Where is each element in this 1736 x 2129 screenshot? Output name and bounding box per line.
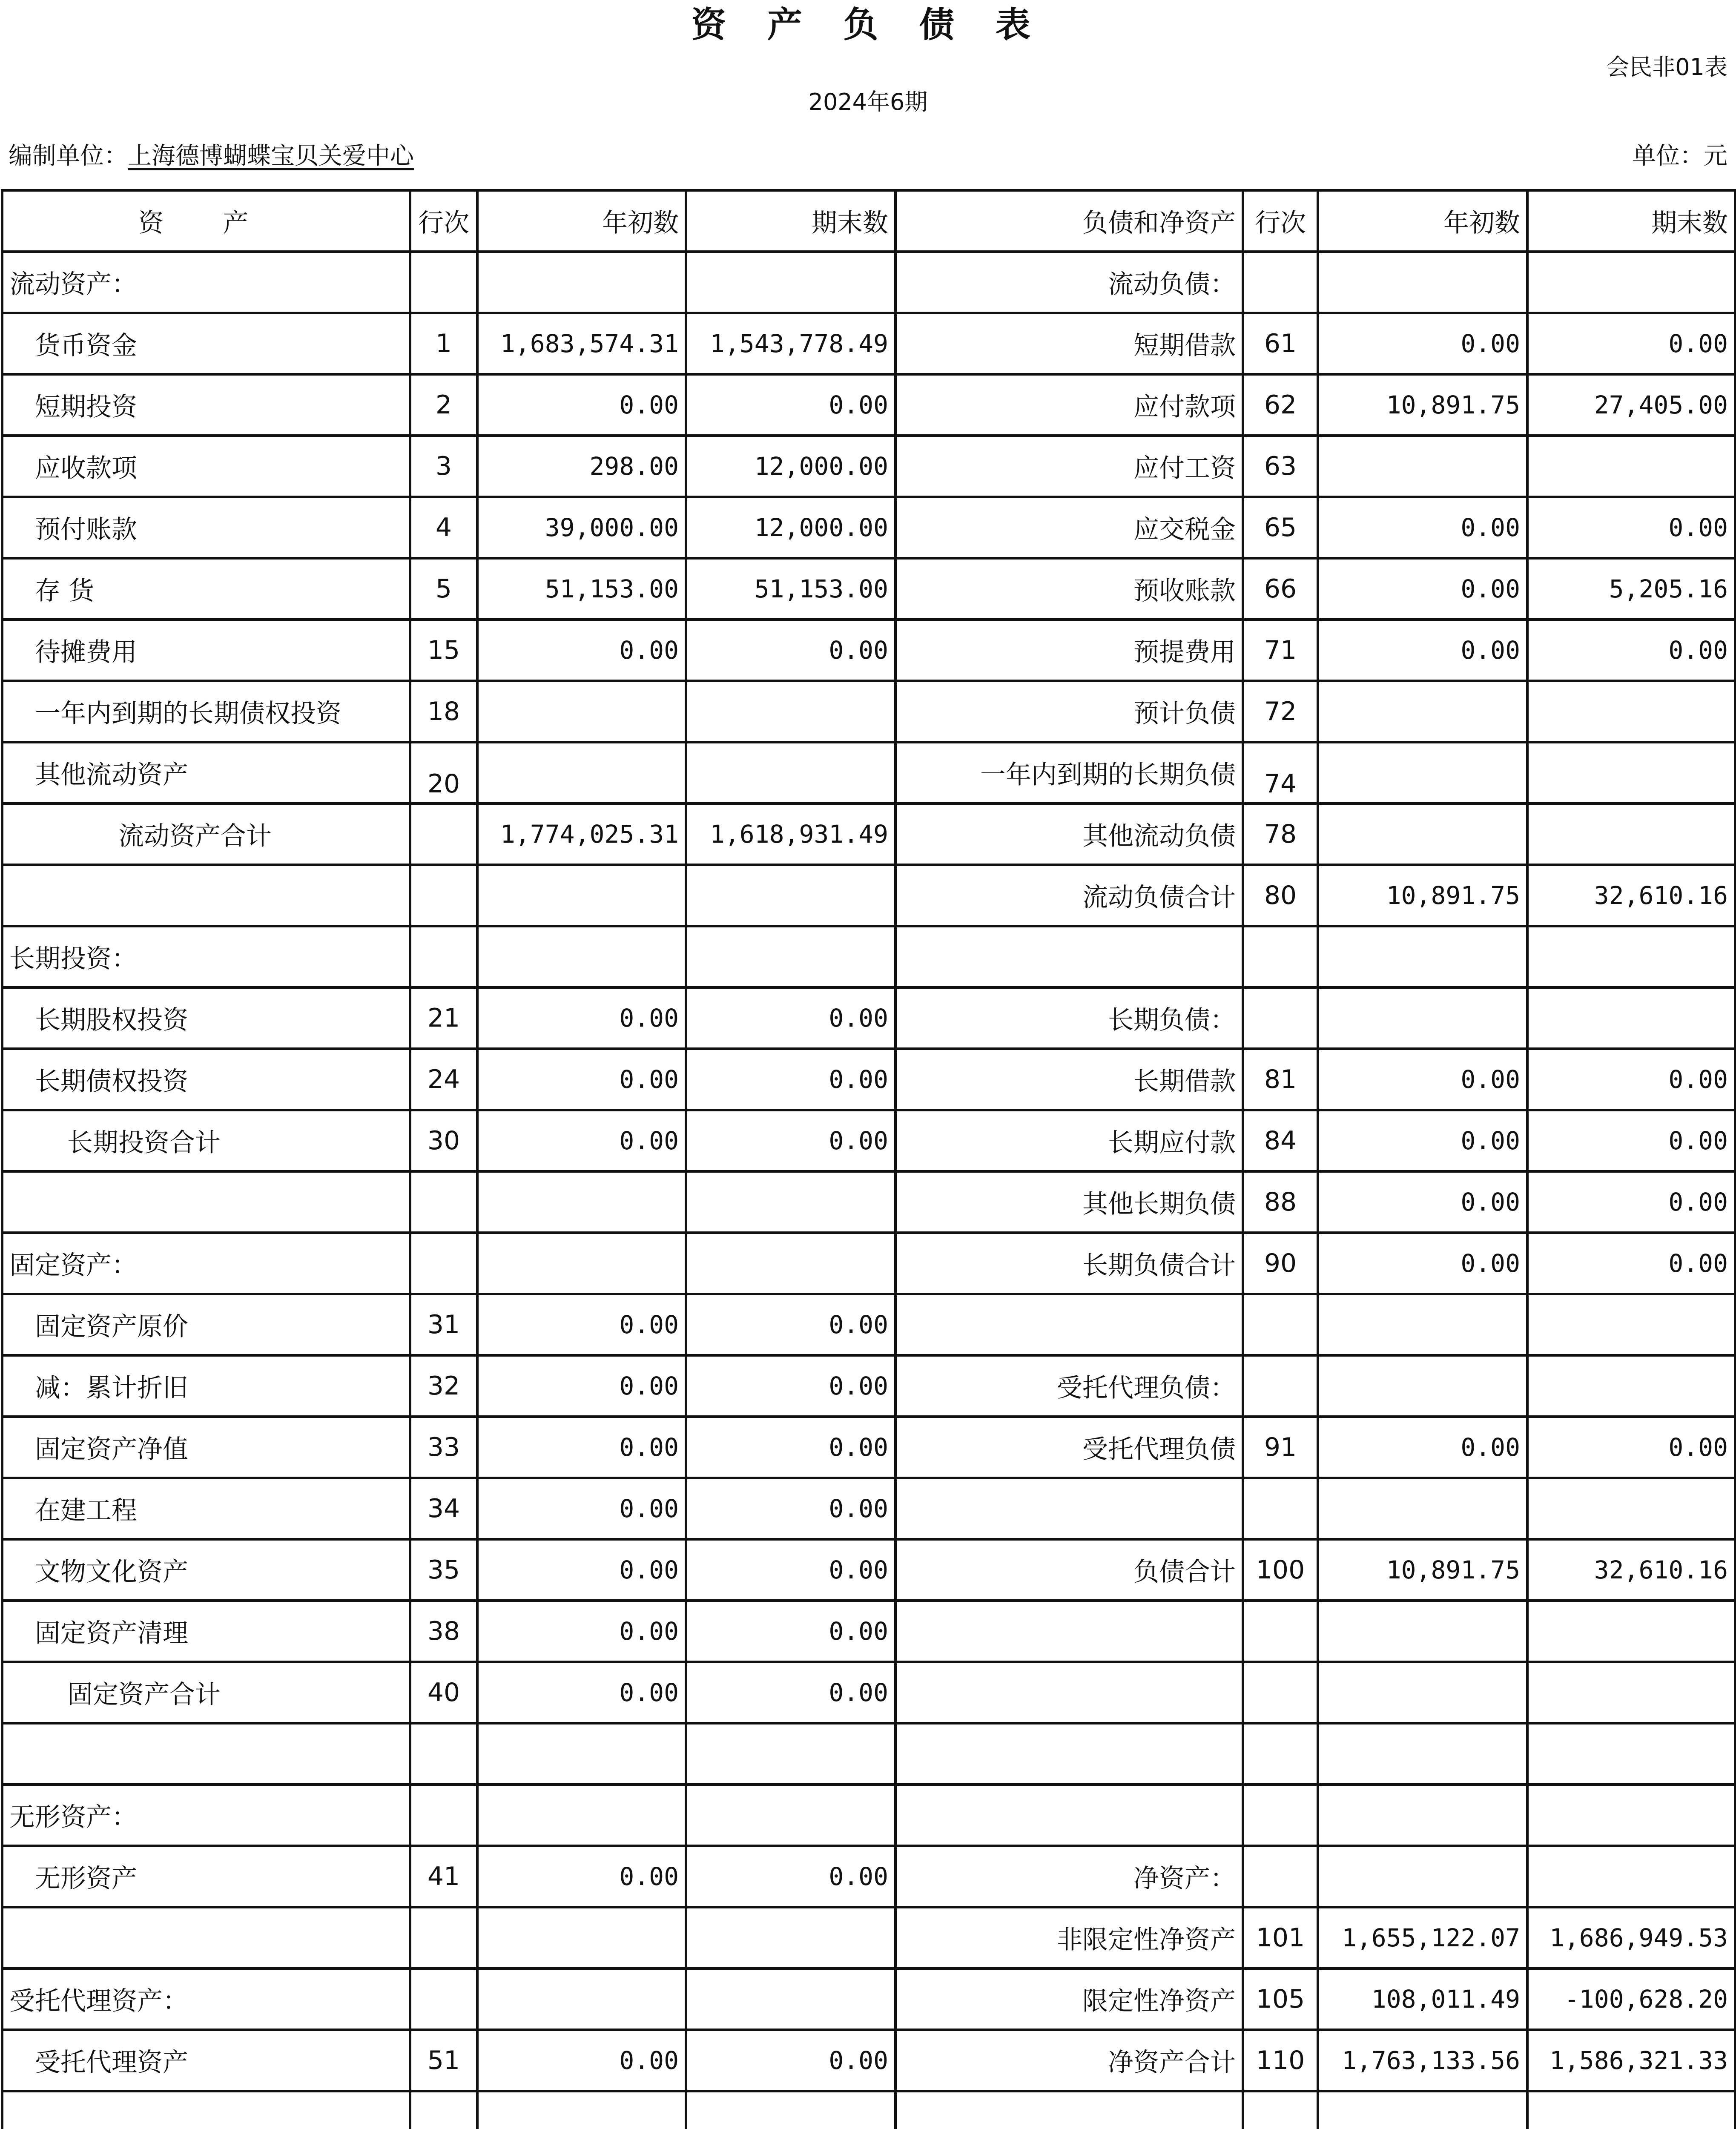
asset-begin-cell: 0.00 (477, 1601, 686, 1662)
asset-begin-cell (477, 1171, 686, 1233)
liability-end-cell (1527, 436, 1735, 497)
asset-row-no-cell: 1 (410, 313, 477, 374)
liability-name-cell: 预收账款 (895, 558, 1243, 620)
asset-end-cell: 0.00 (686, 2030, 895, 2091)
asset-row-no-cell: 30 (410, 1110, 477, 1171)
asset-name-cell (2, 1907, 410, 1968)
asset-begin-cell: 0.00 (477, 2030, 686, 2091)
asset-row-no-cell: 51 (410, 2030, 477, 2091)
asset-name-cell: 固定资产原价 (2, 1294, 410, 1355)
liability-end-cell: 0.00 (1527, 497, 1735, 558)
table-row (2, 1171, 1735, 1233)
liability-begin-cell (1318, 926, 1527, 987)
liability-name-cell: 长期应付款 (895, 1110, 1243, 1171)
liability-row-no-cell: 110 (1243, 2030, 1318, 2091)
asset-begin-cell (477, 252, 686, 313)
asset-row-no-cell: 35 (410, 1539, 477, 1601)
asset-end-cell (686, 1233, 895, 1294)
liability-begin-cell (1318, 1294, 1527, 1355)
asset-name-cell: 长期债权投资 (2, 1049, 410, 1110)
asset-name-cell (2, 1723, 410, 1785)
liability-begin-cell (1318, 436, 1527, 497)
table-header-row (2, 190, 1735, 252)
table-row (2, 1478, 1735, 1539)
liability-end-cell: 0.00 (1527, 1171, 1735, 1233)
liability-row-no-cell: 78 (1243, 803, 1318, 865)
liability-row-no-cell (1243, 1846, 1318, 1907)
liability-begin-cell: 0.00 (1318, 313, 1527, 374)
col-header-asset (2, 190, 410, 252)
liability-name-cell: 长期负债： (895, 987, 1243, 1049)
asset-header-text: 资 产 (138, 208, 274, 238)
liability-begin-cell (1318, 2091, 1527, 2129)
org-name: 上海德博蝴蝶宝贝关爱中心 (128, 142, 414, 170)
asset-row-no-cell: 41 (410, 1846, 477, 1907)
asset-begin-cell: 0.00 (477, 1478, 686, 1539)
liability-row-no-cell: 71 (1243, 620, 1318, 681)
asset-name-cell: 在建工程 (2, 1478, 410, 1539)
liability-begin-cell: 0.00 (1318, 1171, 1527, 1233)
table-row (2, 252, 1735, 313)
asset-end-cell: 1,543,778.49 (686, 313, 895, 374)
liability-name-cell (895, 926, 1243, 987)
table-row (2, 620, 1735, 681)
asset-row-no-cell (410, 1968, 477, 2030)
liability-begin-cell: 0.00 (1318, 1049, 1527, 1110)
asset-end-cell: 0.00 (686, 987, 895, 1049)
asset-end-cell: 0.00 (686, 1355, 895, 1417)
table-row (2, 1539, 1735, 1601)
liability-name-cell: 短期借款 (895, 313, 1243, 374)
liability-end-cell (1527, 1601, 1735, 1662)
col-header-end: 期末数 (686, 190, 895, 252)
liability-row-no-cell: 63 (1243, 436, 1318, 497)
asset-name-cell (2, 865, 410, 926)
liability-name-cell: 其他流动负债 (895, 803, 1243, 865)
asset-row-no-cell: 20 (410, 742, 477, 803)
liability-row-no-cell: 101 (1243, 1907, 1318, 1968)
liability-name-cell: 预提费用 (895, 620, 1243, 681)
table-row (2, 497, 1735, 558)
asset-end-cell (686, 2091, 895, 2129)
table-row (2, 1968, 1735, 2030)
liability-begin-cell: 1,763,133.56 (1318, 2030, 1527, 2091)
table-row (2, 2091, 1735, 2129)
asset-row-no-cell: 18 (410, 681, 477, 742)
liability-name-cell: 限定性净资产 (895, 1968, 1243, 2030)
table-row (2, 2030, 1735, 2091)
asset-name-cell (2, 1171, 410, 1233)
asset-begin-cell: 51,153.00 (477, 558, 686, 620)
org-label: 编制单位： (9, 142, 128, 170)
asset-begin-cell: 0.00 (477, 1294, 686, 1355)
liability-row-no-cell (1243, 252, 1318, 313)
liability-name-cell (895, 1662, 1243, 1723)
liability-begin-cell: 10,891.75 (1318, 1539, 1527, 1601)
liability-row-no-cell: 84 (1243, 1110, 1318, 1171)
liability-name-cell: 预计负债 (895, 681, 1243, 742)
asset-end-cell (686, 865, 895, 926)
table-row (2, 436, 1735, 497)
liability-end-cell (1527, 1846, 1735, 1907)
asset-begin-cell (477, 2091, 686, 2129)
liability-row-no-cell: 100 (1243, 1539, 1318, 1601)
asset-name-cell: 流动资产： (2, 252, 410, 313)
asset-name-cell: 流动资产合计 (2, 803, 410, 865)
asset-name-cell: 固定资产合计 (2, 1662, 410, 1723)
liability-end-cell: 0.00 (1527, 313, 1735, 374)
asset-name-cell: 存 货 (2, 558, 410, 620)
asset-begin-cell: 0.00 (477, 1355, 686, 1417)
liability-row-no-cell: 66 (1243, 558, 1318, 620)
table-row (2, 803, 1735, 865)
asset-begin-cell: 0.00 (477, 987, 686, 1049)
liability-begin-cell: 0.00 (1318, 558, 1527, 620)
table-body (2, 252, 1735, 2129)
liability-end-cell: 0.00 (1527, 1110, 1735, 1171)
liability-name-cell (895, 1723, 1243, 1785)
liability-begin-cell: 0.00 (1318, 1110, 1527, 1171)
liability-end-cell: 0.00 (1527, 1417, 1735, 1478)
liability-row-no-cell (1243, 1723, 1318, 1785)
asset-name-cell: 长期股权投资 (2, 987, 410, 1049)
liability-row-no-cell: 74 (1243, 742, 1318, 803)
table-row (2, 1417, 1735, 1478)
asset-begin-cell: 0.00 (477, 1846, 686, 1907)
liability-end-cell (1527, 1294, 1735, 1355)
table-row (2, 1049, 1735, 1110)
asset-begin-cell (477, 1907, 686, 1968)
liability-row-no-cell (1243, 1601, 1318, 1662)
asset-row-no-cell: 40 (410, 1662, 477, 1723)
liability-end-cell: 0.00 (1527, 1233, 1735, 1294)
liability-row-no-cell (1243, 926, 1318, 987)
asset-end-cell: 12,000.00 (686, 436, 895, 497)
table-row (2, 1907, 1735, 1968)
asset-row-no-cell (410, 2091, 477, 2129)
liability-end-cell: 0.00 (1527, 1049, 1735, 1110)
asset-begin-cell: 0.00 (477, 374, 686, 436)
asset-row-no-cell (410, 926, 477, 987)
liability-name-cell: 一年内到期的长期负债 (895, 742, 1243, 803)
asset-begin-cell: 0.00 (477, 1662, 686, 1723)
asset-begin-cell (477, 681, 686, 742)
liability-name-cell (895, 2091, 1243, 2129)
liability-end-cell: 5,205.16 (1527, 558, 1735, 620)
asset-name-cell: 无形资产： (2, 1785, 410, 1846)
liability-name-cell: 流动负债： (895, 252, 1243, 313)
liability-row-no-cell (1243, 1662, 1318, 1723)
liability-end-cell: 32,610.16 (1527, 1539, 1735, 1601)
asset-row-no-cell: 34 (410, 1478, 477, 1539)
liability-row-no-cell: 91 (1243, 1417, 1318, 1478)
liability-end-cell (1527, 1355, 1735, 1417)
liability-row-no-cell (1243, 2091, 1318, 2129)
col-header-begin-2: 年初数 (1318, 190, 1527, 252)
asset-end-cell (686, 1968, 895, 2030)
asset-end-cell: 12,000.00 (686, 497, 895, 558)
asset-begin-cell (477, 1723, 686, 1785)
col-header-row-no: 行次 (410, 190, 477, 252)
liability-name-cell (895, 1785, 1243, 1846)
liability-row-no-cell: 72 (1243, 681, 1318, 742)
liability-end-cell: 1,586,321.33 (1527, 2030, 1735, 2091)
liability-name-cell: 应付款项 (895, 374, 1243, 436)
liability-row-no-cell (1243, 1355, 1318, 1417)
asset-end-cell: 0.00 (686, 1662, 895, 1723)
currency-unit: 单位：元 (1632, 142, 1727, 170)
asset-end-cell: 0.00 (686, 374, 895, 436)
asset-end-cell (686, 1723, 895, 1785)
liability-end-cell (1527, 681, 1735, 742)
liability-end-cell (1527, 742, 1735, 803)
table-row (2, 374, 1735, 436)
asset-row-no-cell: 3 (410, 436, 477, 497)
liability-row-no-cell: 65 (1243, 497, 1318, 558)
liability-name-cell: 受托代理负债 (895, 1417, 1243, 1478)
balance-sheet-table (1, 189, 1736, 2129)
asset-end-cell: 51,153.00 (686, 558, 895, 620)
liability-begin-cell (1318, 1662, 1527, 1723)
liability-end-cell (1527, 926, 1735, 987)
liability-name-cell: 应付工资 (895, 436, 1243, 497)
liability-row-no-cell: 80 (1243, 865, 1318, 926)
asset-end-cell (686, 1907, 895, 1968)
liability-row-no-cell (1243, 1785, 1318, 1846)
liability-row-no-cell (1243, 987, 1318, 1049)
liability-name-cell: 受托代理负债： (895, 1355, 1243, 1417)
liability-name-cell: 长期负债合计 (895, 1233, 1243, 1294)
asset-row-no-cell: 32 (410, 1355, 477, 1417)
asset-begin-cell (477, 742, 686, 803)
asset-name-cell: 短期投资 (2, 374, 410, 436)
liability-begin-cell (1318, 803, 1527, 865)
asset-name-cell: 待摊费用 (2, 620, 410, 681)
asset-name-cell: 减：累计折旧 (2, 1355, 410, 1417)
asset-row-no-cell: 15 (410, 620, 477, 681)
liability-row-no-cell: 61 (1243, 313, 1318, 374)
liability-begin-cell: 108,011.49 (1318, 1968, 1527, 2030)
liability-end-cell: 32,610.16 (1527, 865, 1735, 926)
table-row (2, 987, 1735, 1049)
report-title: 资 产 负 债 表 (691, 4, 1045, 45)
asset-row-no-cell: 21 (410, 987, 477, 1049)
liability-begin-cell: 0.00 (1318, 497, 1527, 558)
asset-begin-cell (477, 1785, 686, 1846)
liability-begin-cell (1318, 987, 1527, 1049)
asset-row-no-cell: 5 (410, 558, 477, 620)
liability-begin-cell: 0.00 (1318, 620, 1527, 681)
liability-begin-cell (1318, 1478, 1527, 1539)
table-row (2, 558, 1735, 620)
asset-row-no-cell (410, 1171, 477, 1233)
asset-name-cell: 货币资金 (2, 313, 410, 374)
asset-end-cell: 0.00 (686, 1417, 895, 1478)
asset-begin-cell: 0.00 (477, 620, 686, 681)
liability-name-cell: 非限定性净资产 (895, 1907, 1243, 1968)
asset-name-cell: 长期投资合计 (2, 1110, 410, 1171)
liability-begin-cell: 10,891.75 (1318, 865, 1527, 926)
asset-begin-cell (477, 865, 686, 926)
liability-name-cell (895, 1478, 1243, 1539)
asset-row-no-cell: 4 (410, 497, 477, 558)
liability-begin-cell (1318, 1355, 1527, 1417)
asset-begin-cell: 39,000.00 (477, 497, 686, 558)
liability-row-no-cell: 105 (1243, 1968, 1318, 2030)
asset-end-cell: 0.00 (686, 620, 895, 681)
liability-end-cell: -100,628.20 (1527, 1968, 1735, 2030)
liability-end-cell: 27,405.00 (1527, 374, 1735, 436)
asset-name-cell: 受托代理资产： (2, 1968, 410, 2030)
liability-row-no-cell (1243, 1478, 1318, 1539)
liability-name-cell: 应交税金 (895, 497, 1243, 558)
asset-row-no-cell (410, 252, 477, 313)
table-row (2, 1846, 1735, 1907)
asset-row-no-cell (410, 1723, 477, 1785)
table-row (2, 865, 1735, 926)
asset-name-cell: 固定资产清理 (2, 1601, 410, 1662)
asset-end-cell: 0.00 (686, 1539, 895, 1601)
asset-name-cell: 固定资产净值 (2, 1417, 410, 1478)
liability-begin-cell: 0.00 (1318, 1417, 1527, 1478)
asset-end-cell (686, 1785, 895, 1846)
liability-end-cell (1527, 252, 1735, 313)
liability-begin-cell (1318, 1846, 1527, 1907)
liability-end-cell: 1,686,949.53 (1527, 1907, 1735, 1968)
liability-name-cell (895, 1294, 1243, 1355)
asset-name-cell: 其他流动资产 (2, 742, 410, 803)
asset-end-cell (686, 742, 895, 803)
liability-begin-cell (1318, 1723, 1527, 1785)
asset-row-no-cell (410, 865, 477, 926)
asset-begin-cell: 0.00 (477, 1539, 686, 1601)
liability-end-cell (1527, 1723, 1735, 1785)
liability-begin-cell (1318, 681, 1527, 742)
liability-name-cell: 长期借款 (895, 1049, 1243, 1110)
asset-begin-cell: 298.00 (477, 436, 686, 497)
asset-begin-cell (477, 1968, 686, 2030)
liability-begin-cell (1318, 1785, 1527, 1846)
asset-end-cell: 0.00 (686, 1110, 895, 1171)
liability-begin-cell (1318, 742, 1527, 803)
asset-begin-cell: 0.00 (477, 1049, 686, 1110)
asset-name-cell: 一年内到期的长期债权投资 (2, 681, 410, 742)
report-period: 2024年6期 (808, 89, 928, 115)
asset-end-cell (686, 252, 895, 313)
liability-name-cell: 净资产： (895, 1846, 1243, 1907)
asset-begin-cell (477, 1233, 686, 1294)
asset-begin-cell: 1,683,574.31 (477, 313, 686, 374)
col-header-end-2: 期末数 (1527, 190, 1735, 252)
liability-name-cell: 流动负债合计 (895, 865, 1243, 926)
asset-row-no-cell: 38 (410, 1601, 477, 1662)
col-header-row-no-2: 行次 (1243, 190, 1318, 252)
asset-end-cell (686, 926, 895, 987)
header-info-row (9, 137, 1727, 175)
liability-end-cell (1527, 803, 1735, 865)
liability-row-no-cell: 88 (1243, 1171, 1318, 1233)
asset-row-no-cell (410, 1785, 477, 1846)
liability-begin-cell: 10,891.75 (1318, 374, 1527, 436)
asset-row-no-cell (410, 803, 477, 865)
table-row (2, 926, 1735, 987)
liability-name-cell: 负债合计 (895, 1539, 1243, 1601)
asset-end-cell: 0.00 (686, 1478, 895, 1539)
form-number: 会民非01表 (1606, 54, 1727, 80)
col-header-begin: 年初数 (477, 190, 686, 252)
liability-row-no-cell: 62 (1243, 374, 1318, 436)
asset-name-cell: 固定资产： (2, 1233, 410, 1294)
table-row (2, 681, 1735, 742)
asset-end-cell: 1,618,931.49 (686, 803, 895, 865)
asset-name-cell: 预付账款 (2, 497, 410, 558)
liability-begin-cell (1318, 1601, 1527, 1662)
asset-row-no-cell (410, 1907, 477, 1968)
asset-begin-cell: 1,774,025.31 (477, 803, 686, 865)
asset-row-no-cell: 24 (410, 1049, 477, 1110)
liability-begin-cell (1318, 252, 1527, 313)
org-info (9, 137, 414, 175)
asset-end-cell: 0.00 (686, 1049, 895, 1110)
asset-end-cell: 0.00 (686, 1846, 895, 1907)
liability-end-cell (1527, 2091, 1735, 2129)
table-row (2, 742, 1735, 803)
liability-row-no-cell: 81 (1243, 1049, 1318, 1110)
liability-begin-cell: 0.00 (1318, 1233, 1527, 1294)
asset-end-cell (686, 1171, 895, 1233)
table-row (2, 1662, 1735, 1723)
asset-row-no-cell: 33 (410, 1417, 477, 1478)
liability-end-cell: 0.00 (1527, 620, 1735, 681)
asset-begin-cell: 0.00 (477, 1110, 686, 1171)
asset-name-cell (2, 2091, 410, 2129)
col-header-liability: 负债和净资产 (895, 190, 1243, 252)
table-row (2, 1294, 1735, 1355)
asset-name-cell: 文物文化资产 (2, 1539, 410, 1601)
table-row (2, 1785, 1735, 1846)
liability-name-cell (895, 1601, 1243, 1662)
asset-name-cell: 无形资产 (2, 1846, 410, 1907)
asset-name-cell: 长期投资： (2, 926, 410, 987)
liability-begin-cell: 1,655,122.07 (1318, 1907, 1527, 1968)
liability-end-cell (1527, 1785, 1735, 1846)
asset-end-cell (686, 681, 895, 742)
liability-row-no-cell: 90 (1243, 1233, 1318, 1294)
asset-row-no-cell (410, 1233, 477, 1294)
asset-name-cell: 应收款项 (2, 436, 410, 497)
asset-begin-cell: 0.00 (477, 1417, 686, 1478)
asset-end-cell: 0.00 (686, 1601, 895, 1662)
table-row (2, 1233, 1735, 1294)
asset-row-no-cell: 2 (410, 374, 477, 436)
liability-end-cell (1527, 1662, 1735, 1723)
table-row (2, 1355, 1735, 1417)
table-row (2, 1110, 1735, 1171)
liability-end-cell (1527, 1478, 1735, 1539)
liability-name-cell: 净资产合计 (895, 2030, 1243, 2091)
liability-end-cell (1527, 987, 1735, 1049)
asset-begin-cell (477, 926, 686, 987)
table-row (2, 313, 1735, 374)
table-row (2, 1601, 1735, 1662)
table-row (2, 1723, 1735, 1785)
liability-row-no-cell (1243, 1294, 1318, 1355)
asset-row-no-cell: 31 (410, 1294, 477, 1355)
liability-name-cell: 其他长期负债 (895, 1171, 1243, 1233)
asset-name-cell: 受托代理资产 (2, 2030, 410, 2091)
asset-end-cell: 0.00 (686, 1294, 895, 1355)
